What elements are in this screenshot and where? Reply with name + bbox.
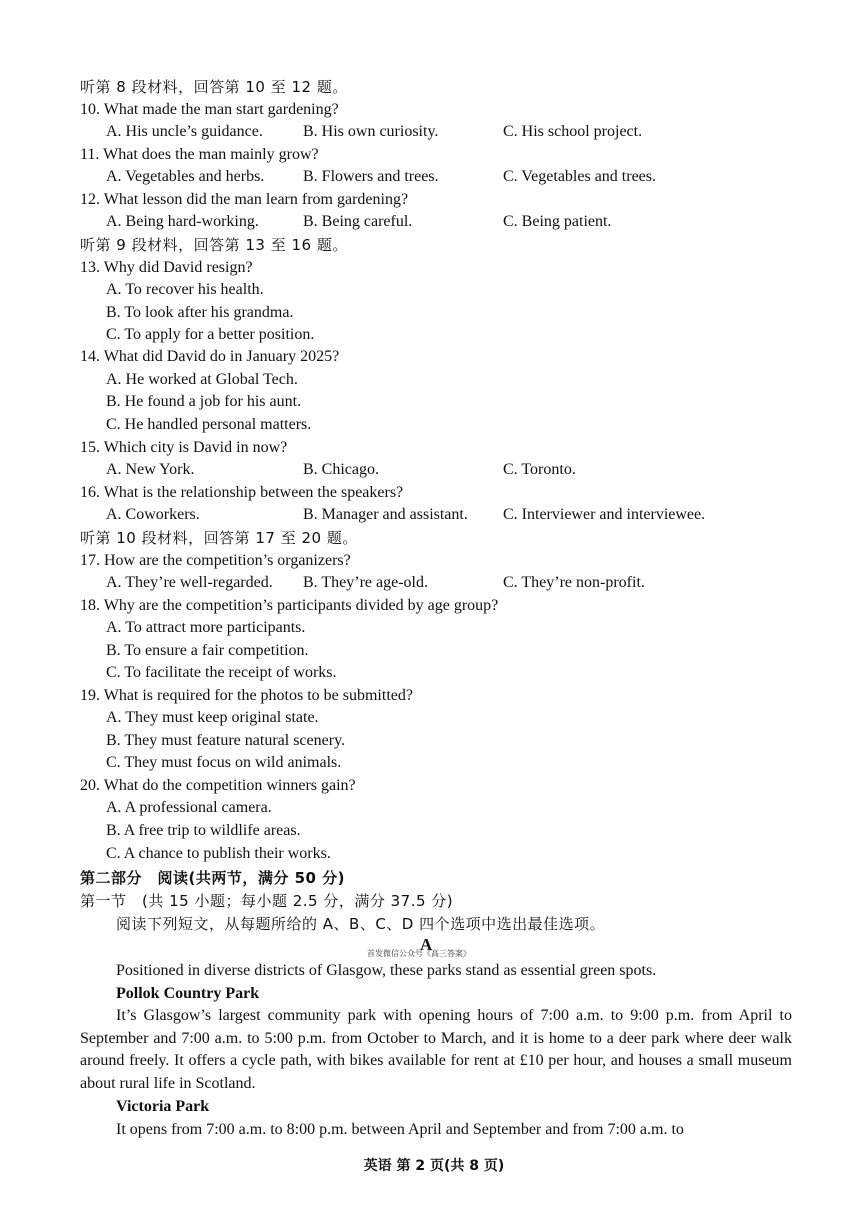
- option-b: B. A free trip to wildlife areas.: [106, 822, 301, 839]
- option-c: C. They’re non-profit.: [503, 574, 645, 591]
- question-10-options: [106, 121, 828, 143]
- park-1-description: It’s Glasgow’s largest community park with opening hours of 7:00 a.m. to 9:00 p.m. from April to September and 7:00 a.m. to 5:00 p.m. from October to March, and it is home to a deer park where deer walk around freely. It offers a cycle path, with bikes available for rent at £10 per hour, and houses a small museum about rural life in Scotland.: [80, 1007, 792, 1093]
- part-2-heading: 第二部分 阅读(共两节，满分 50 分): [80, 869, 346, 887]
- option-b: B. He found a job for his aunt.: [106, 393, 302, 410]
- option-b: B. To look after his grandma.: [106, 304, 294, 321]
- question-16: 16. What is the relationship between the speakers?: [80, 484, 404, 501]
- question-17-options: [106, 572, 828, 594]
- section-8-heading: 听第 8 段材料，回答第 10 至 12 题。: [80, 78, 348, 96]
- option-a: A. New York.: [106, 461, 195, 478]
- question-17: 17. How are the competition’s organizers?: [80, 552, 351, 569]
- option-a: A. Vegetables and herbs.: [106, 168, 265, 185]
- question-18: 18. Why are the competition’s participants divided by age group?: [80, 597, 499, 614]
- question-20: 20. What do the competition winners gain?: [80, 777, 356, 794]
- option-c: C. Interviewer and interviewee.: [503, 506, 706, 523]
- option-c: C. His school project.: [503, 123, 643, 140]
- question-11: 11. What does the man mainly grow?: [80, 146, 319, 163]
- option-c: C. Being patient.: [503, 213, 612, 230]
- question-10: 10. What made the man start gardening?: [80, 101, 339, 118]
- option-a: A. Coworkers.: [106, 506, 200, 523]
- option-c: C. A chance to publish their works.: [106, 845, 331, 862]
- option-a: A. He worked at Global Tech.: [106, 371, 298, 388]
- option-b: B. Chicago.: [303, 461, 379, 478]
- option-c: C. They must focus on wild animals.: [106, 754, 342, 771]
- passage-letter: A: [420, 935, 433, 954]
- option-b: B. Manager and assistant.: [303, 506, 468, 523]
- question-19: 19. What is required for the photos to be submitted?: [80, 687, 413, 704]
- option-a: A. A professional camera.: [106, 799, 272, 816]
- option-c: C. To apply for a better position.: [106, 326, 315, 343]
- option-c: C. Vegetables and trees.: [503, 168, 656, 185]
- question-13: 13. Why did David resign?: [80, 259, 253, 276]
- option-b: B. His own curiosity.: [303, 123, 439, 140]
- section-1-heading: 第一节 (共 15 小题；每小题 2.5 分，满分 37.5 分): [80, 892, 454, 910]
- option-c: C. To facilitate the receipt of works.: [106, 664, 337, 681]
- option-c: C. Toronto.: [503, 461, 576, 478]
- question-12: 12. What lesson did the man learn from gardening?: [80, 191, 409, 208]
- watermark-text: 首发微信公众号《高三答案》: [367, 949, 471, 958]
- section-9-heading: 听第 9 段材料，回答第 13 至 16 题。: [80, 236, 348, 254]
- section-10-heading: 听第 10 段材料，回答第 17 至 20 题。: [80, 529, 358, 547]
- option-b: B. Being careful.: [303, 213, 413, 230]
- option-a: A. To attract more participants.: [106, 619, 306, 636]
- question-16-options: [106, 504, 828, 526]
- option-a: A. His uncle’s guidance.: [106, 123, 263, 140]
- page-footer: 英语 第 2 页(共 8 页): [363, 1158, 505, 1174]
- option-b: B. They’re age-old.: [303, 574, 428, 591]
- option-a: A. They’re well-regarded.: [106, 574, 273, 591]
- option-a: A. They must keep original state.: [106, 709, 319, 726]
- reading-instructions: 阅读下列短文，从每题所给的 A、B、C、D 四个选项中选出最佳选项。: [116, 915, 606, 933]
- question-11-options: [106, 166, 828, 188]
- question-15-options: [106, 459, 828, 481]
- park-2-description: It opens from 7:00 a.m. to 8:00 p.m. between April and September and from 7:00 a.m. to: [116, 1121, 684, 1138]
- option-b: B. Flowers and trees.: [303, 168, 439, 185]
- question-14: 14. What did David do in January 2025?: [80, 348, 340, 365]
- option-a: A. Being hard-working.: [106, 213, 259, 230]
- option-c: C. He handled personal matters.: [106, 416, 312, 433]
- question-12-options: [106, 211, 828, 233]
- park-2-title: Victoria Park: [116, 1098, 210, 1115]
- passage-intro: Positioned in diverse districts of Glasgow, these parks stand as essential green spots.: [116, 962, 657, 979]
- option-b: B. To ensure a fair competition.: [106, 642, 309, 659]
- park-1-title: Pollok Country Park: [116, 985, 260, 1002]
- question-15: 15. Which city is David in now?: [80, 439, 288, 456]
- option-a: A. To recover his health.: [106, 281, 264, 298]
- option-b: B. They must feature natural scenery.: [106, 732, 346, 749]
